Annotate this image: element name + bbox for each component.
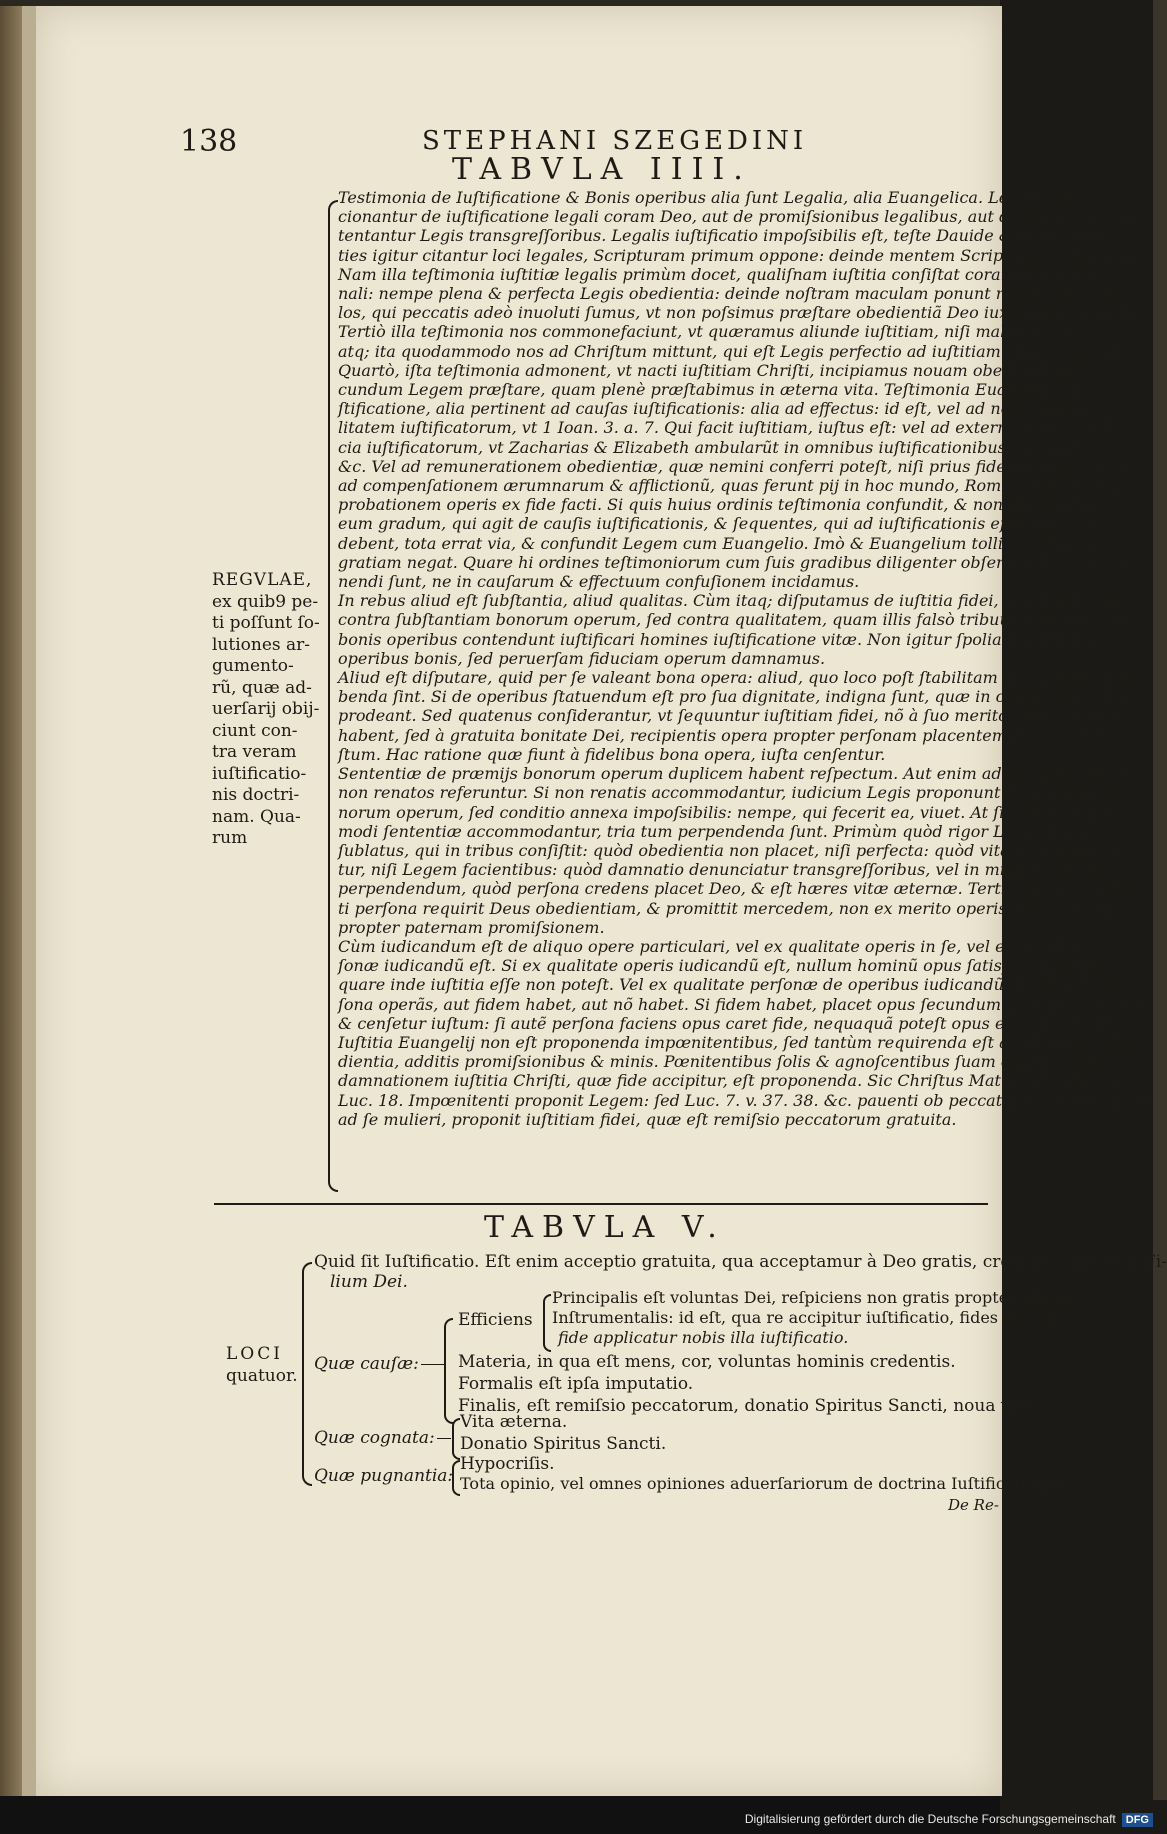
pugnantia-label: Quæ pugnantia: — [314, 1466, 454, 1486]
text-line: & cenſetur iuſtum: ſi autẽ perſona faciens opus caret fide, nequaquã poteſt opus eius placere Deo. — [338, 1013, 1136, 1033]
text-line: non renatos referuntur. Si non renatis accommodantur, iudicium Legis proponunt de præmijs bo- — [338, 783, 1128, 803]
text-line: probationem operis ex fide facti. Si quis huius ordinis teſtimonia confundit, & non diſcernit iux- — [338, 495, 1113, 515]
efficiens-label: Efficiens — [458, 1310, 533, 1330]
causae-row — [314, 1354, 447, 1374]
tota-text: Tota opinio, vel omnes opiniones aduerſariorum de doctrina Iuſtificationis. — [460, 1474, 1065, 1493]
text-line: damnationem iuſtitia Chriſti, quæ fide accipitur, eſt proponenda. Sic Chriſtus Matth. 19. Marc. 10. — [338, 1071, 1137, 1091]
text-line: debent, tota errat via, & confundit Legem cum Euangelio. Imò & Euangelium tollit, & Chriſti — [338, 533, 1092, 553]
text-line: Tertiò illa teſtimonia nos commonefaciunt, vt quæramus aliunde iuſtitiam, niſi malimus perire: — [338, 322, 1105, 342]
text-line: Testimonia de Iuſtificatione & Bonis operibus alia ſunt Legalia, alia Euangelica. Legalia aut cõdi- — [338, 188, 1124, 207]
causae-brace — [444, 1318, 453, 1424]
loci-label-1: LOCI — [226, 1344, 283, 1364]
text-line: prodeant. Sed quatenus conſiderantur, vt ſequuntur iuſtitiam fidei, nõ à ſuo merito æſtimationem — [338, 706, 1127, 726]
side-note-line: uerſarij obij- — [212, 699, 320, 719]
text-line: operibus bonis, ſed peruerſam fiduciam operum damnamus. — [338, 648, 826, 668]
tabula-4-body — [338, 188, 1149, 1129]
loci-brace — [302, 1262, 312, 1486]
side-note-line: rum — [212, 828, 248, 848]
loci-label-2: quatuor. — [226, 1366, 298, 1386]
vita-text: Vita æterna. — [460, 1412, 568, 1432]
text-line: ſonæ iudicandũ eſt. Si ex qualitate operis iudicandũ eſt, nullum hominũ opus ſatisfecit Legi Dei: — [338, 956, 1117, 976]
text-line: cundum Legem præſtare, quam plenè præſtabimus in æterna vita. Teſtimonia Euangelica iu- — [338, 380, 1092, 400]
text-line: norum operum, ſed conditio annexa impoſsibilis: nempe, qui fecerit ea, viuet. At ſi renatis huiuſ- — [338, 802, 1119, 822]
text-line: Iuſtitia Euangelij non eſt proponenda impœnitentibus, ſed tantùm requirenda eſt ab illis Legis obe- — [338, 1032, 1142, 1052]
text-line: bonis operibus contendunt iuſtificari homines iuſtificatione vitæ. Non igitur ſpoliamus homines — [338, 629, 1109, 649]
text-line: nali: nempe plena & perfecta Legis obedientia: deinde noſtram maculam ponunt nobis ante ocu- — [338, 284, 1120, 304]
text-line: cionantur de iuſtificatione legali coram Deo, aut de promiſsionibus legalibus, aut de minis, quæ in- — [338, 207, 1140, 227]
text-line: eum gradum, qui agit de cauſis iuſtificationis, & ſequentes, qui ad iuſtificationis effectus referri — [338, 514, 1113, 534]
quid-line-2: lium Dei. — [330, 1272, 408, 1292]
paragraph — [338, 764, 1146, 937]
principalis-text: Principalis eſt voluntas Dei, reſpiciens non gratis propter Filium. — [552, 1288, 1078, 1307]
text-line: tentantur Legis transgreſſoribus. Legalis iuſtificatio impoſsibilis eſt, teſte Dauide & Paulo. Quo- — [338, 226, 1112, 246]
finalis-text: Finalis, eſt remiſsio peccatorum, donatio Spiritus Sancti, noua vita. — [458, 1396, 1039, 1416]
text-line: Aliud eſt diſputare, quid per ſe valeant bona opera: aliud, quo loco poſt ſtabilitam fidei iuſtitiam ha- — [338, 668, 1143, 688]
text-line: ſona operãs, aut fidem habet, aut nõ habet. Si fidem habet, placet opus ſecundum Legẽ Dei factum, — [338, 994, 1145, 1014]
side-note-line: lutiones ar- — [212, 634, 311, 655]
tabula-4-title: TABVLA IIII. — [452, 152, 752, 187]
text-line: los, qui peccatis adeò inuoluti ſumus, vt non poſsimus præſtare obedientiã Deo iuxta ipſius Legem. — [338, 303, 1140, 323]
side-note-line: nam. Qua- — [212, 806, 301, 827]
text-line: In rebus aliud eſt ſubſtantia, aliud qualitas. Cùm itaq; diſputamus de iuſtitia fidei, non diſputamus — [338, 591, 1131, 611]
instrumentalis-text-1: Inſtrumentalis: id eſt, qua re accipitur iuſtificatio, fides eſt: qua — [552, 1308, 1066, 1327]
side-note-line: rũ, quæ ad- — [212, 677, 312, 698]
text-line: ad compenſationem ærumnarum & afflictionũ, quas ferunt pij in hoc mundo, Rom. 8. Vel ad com- — [338, 476, 1126, 496]
pugnantia-row — [314, 1466, 453, 1486]
text-line: Cùm iudicandum eſt de aliquo opere particulari, vel ex qualitate operis in ſe, vel ex qualitate per- — [338, 936, 1129, 956]
text-line: ad ſe mulieri, proponit iuſtitiam fidei, quæ eſt remiſsio peccatorum gratuita. — [338, 1109, 957, 1129]
page-number: 138 — [180, 124, 238, 159]
text-line: Nam illa teſtimonia iuſtitiæ legalis primùm docet, qualiſnam iuſtitia conſiſtat coram Dei Tribu- — [338, 264, 1103, 284]
text-line: Sententiæ de præmijs bonorum operum duplicem habent reſpectum. Aut enim ad renatos, aut ad — [338, 764, 1130, 784]
text-line: ties igitur citantur loci legales, Scripturam primum oppone: deinde mentem Scripturæ declarabis. — [338, 245, 1137, 265]
text-line: dientia, additis promiſsionibus & minis. Pœnitentibus ſolis & agnoſcentibus ſuam commeritam — [338, 1052, 1104, 1072]
text-line: propter paternam promiſsionem. — [338, 917, 605, 937]
book-gutter — [0, 6, 22, 1796]
side-note-line: REGVLAE, — [212, 570, 313, 590]
text-line: habent, ſed à gratuita bonitate Dei, recipientis opera propter perſonam placentem Deo per Chri- — [338, 725, 1123, 745]
paragraph — [338, 936, 1145, 1033]
text-line: Quartò, iſta teſtimonia admonent, vt nacti iuſtitiam Chriſti, incipiamus nouam obedientiam ſe- — [338, 360, 1100, 380]
paragraph — [338, 668, 1143, 764]
paragraph — [338, 591, 1131, 668]
section-rule — [214, 1203, 988, 1205]
causae-label: Quæ cauſæ: — [314, 1354, 419, 1374]
cognata-brace — [452, 1418, 460, 1460]
quid-line-1: Quid ſit Iuſtificatio. Eſt enim acceptio gratuita, qua acceptamur à Deo gratis, credentes propter Fi- — [314, 1252, 1167, 1272]
donatio-text: Donatio Spiritus Sancti. — [460, 1434, 667, 1454]
formalis-text: Formalis eſt ipſa imputatio. — [458, 1374, 694, 1394]
digitization-credit — [745, 1812, 1153, 1827]
text-line: modi ſententiæ accommodantur, tria tum perpendenda ſunt. Primùm quòd rigor Legis ſit ipſis — [338, 821, 1100, 841]
cognata-row — [314, 1428, 453, 1448]
text-line: &c. Vel ad remunerationem obedientiæ, quæ nemini conferri poteſt, niſi prius fide iuſtificato. Vel — [338, 456, 1124, 476]
text-line: nendi ſunt, ne in cauſarum & effectuum confuſionem incidamus. — [338, 572, 860, 592]
text-line: litatem iuſtificatorum, vt 1 Ioan. 3. a. 7. Qui facit iuſtitiam, iuſtus eſt: vel ad externa ſigna & iudi- — [338, 418, 1124, 438]
side-note-line: ciunt con- — [212, 720, 298, 741]
text-line: cia iuſtificatorum, vt Zacharias & Elizabeth ambularũt in omnibus iuſtificationibus coram Deo, — [338, 437, 1105, 457]
pugnantia-brace — [452, 1460, 460, 1496]
efficiens-brace — [543, 1294, 551, 1352]
text-line: contra ſubſtantiam bonorum operum, ſed contra qualitatem, quam illis falsò tribuũt Sophiſtæ, qui — [338, 610, 1131, 630]
text-line: ſublatus, qui in tribus conſiſtit: quòd obedientia non placet, niſi perfecta: quòd vita non promitti- — [338, 840, 1122, 860]
side-note-line: ti poſſunt ſo- — [212, 613, 320, 633]
connector-line — [437, 1438, 451, 1439]
catchword: De Re- — [948, 1496, 999, 1514]
side-note-line: ex quib9 pe- — [212, 591, 319, 612]
text-line: ti perſona requirit Deus obedientiam, & promittit mercedem, non ex merito operis, ſed ex gratia, — [338, 898, 1125, 918]
text-line: benda ſint. Si de operibus ſtatuendum eſt pro ſua dignitate, indigna ſunt, quæ in conſpectum Dei — [338, 687, 1124, 707]
side-note-line: iuſtificatio- — [212, 763, 307, 784]
side-note-line: gumento- — [212, 656, 294, 676]
connector-line — [421, 1364, 445, 1365]
credit-text: Digitalisierung gefördert durch die Deutsche Forschungsgemeinschaft — [744, 1812, 1116, 1826]
paragraph — [338, 1032, 1149, 1129]
page-edge — [1153, 0, 1167, 1800]
text-line: gratiam negat. Quare hi ordines teſtimoniorum cum ſuis gradibus diligenter obſeruandi, & diſcer- — [338, 552, 1132, 572]
side-note-regulae — [212, 570, 330, 850]
text-line: Luc. 18. Impœnitenti proponit Legem: ſed Luc. 7. v. 37. 38. &c. pauenti ob peccatum, & confugienti — [338, 1090, 1149, 1110]
text-line: ſtificatione, alia pertinent ad cauſas iuſtificationis: alia ad effectus: id eſt, vel ad nouã animorum — [338, 399, 1119, 419]
cognata-label: Quæ cognata: — [314, 1428, 435, 1448]
tabula-5-title: TABVLA V. — [484, 1210, 726, 1245]
side-note-line: tra veram — [212, 742, 297, 762]
materia-text: Materia, in qua eſt mens, cor, voluntas hominis credentis. — [458, 1352, 956, 1372]
text-line: quare inde iuſtitia eſſe non poteſt. Vel ex qualitate perſonæ de operibus iudicandũ eſt, atq; ita per- — [338, 975, 1137, 995]
hypocrisis-text: Hypocriſis. — [460, 1454, 555, 1474]
dfg-logo: DFG — [1122, 1813, 1153, 1827]
paragraph — [338, 188, 1140, 592]
text-line: perpendendum, quòd perſona credens placet Deo, & eſt hæres vitæ æternæ. Tertiò, ab hac creden- — [338, 879, 1146, 899]
instrumentalis-text-2: fide applicatur nobis illa iuſtificatio. — [558, 1328, 849, 1347]
text-line: atq; ita quodammodo nos ad Chriſtum mittunt, qui eſt Legis perfectio ad iuſtitiam omni credenti. — [338, 341, 1124, 361]
text-line: tur, niſi Legem facientibus: quòd damnatio denunciatur transgreſſoribus, vel in minimo. Deinde — [338, 860, 1113, 880]
running-head: STEPHANI SZEGEDINI — [422, 126, 808, 156]
text-line: ſtum. Hac ratione quæ fiunt à fidelibus bona opera, iuſta cenſentur. — [338, 744, 886, 764]
side-note-line: nis doctri- — [212, 785, 300, 805]
